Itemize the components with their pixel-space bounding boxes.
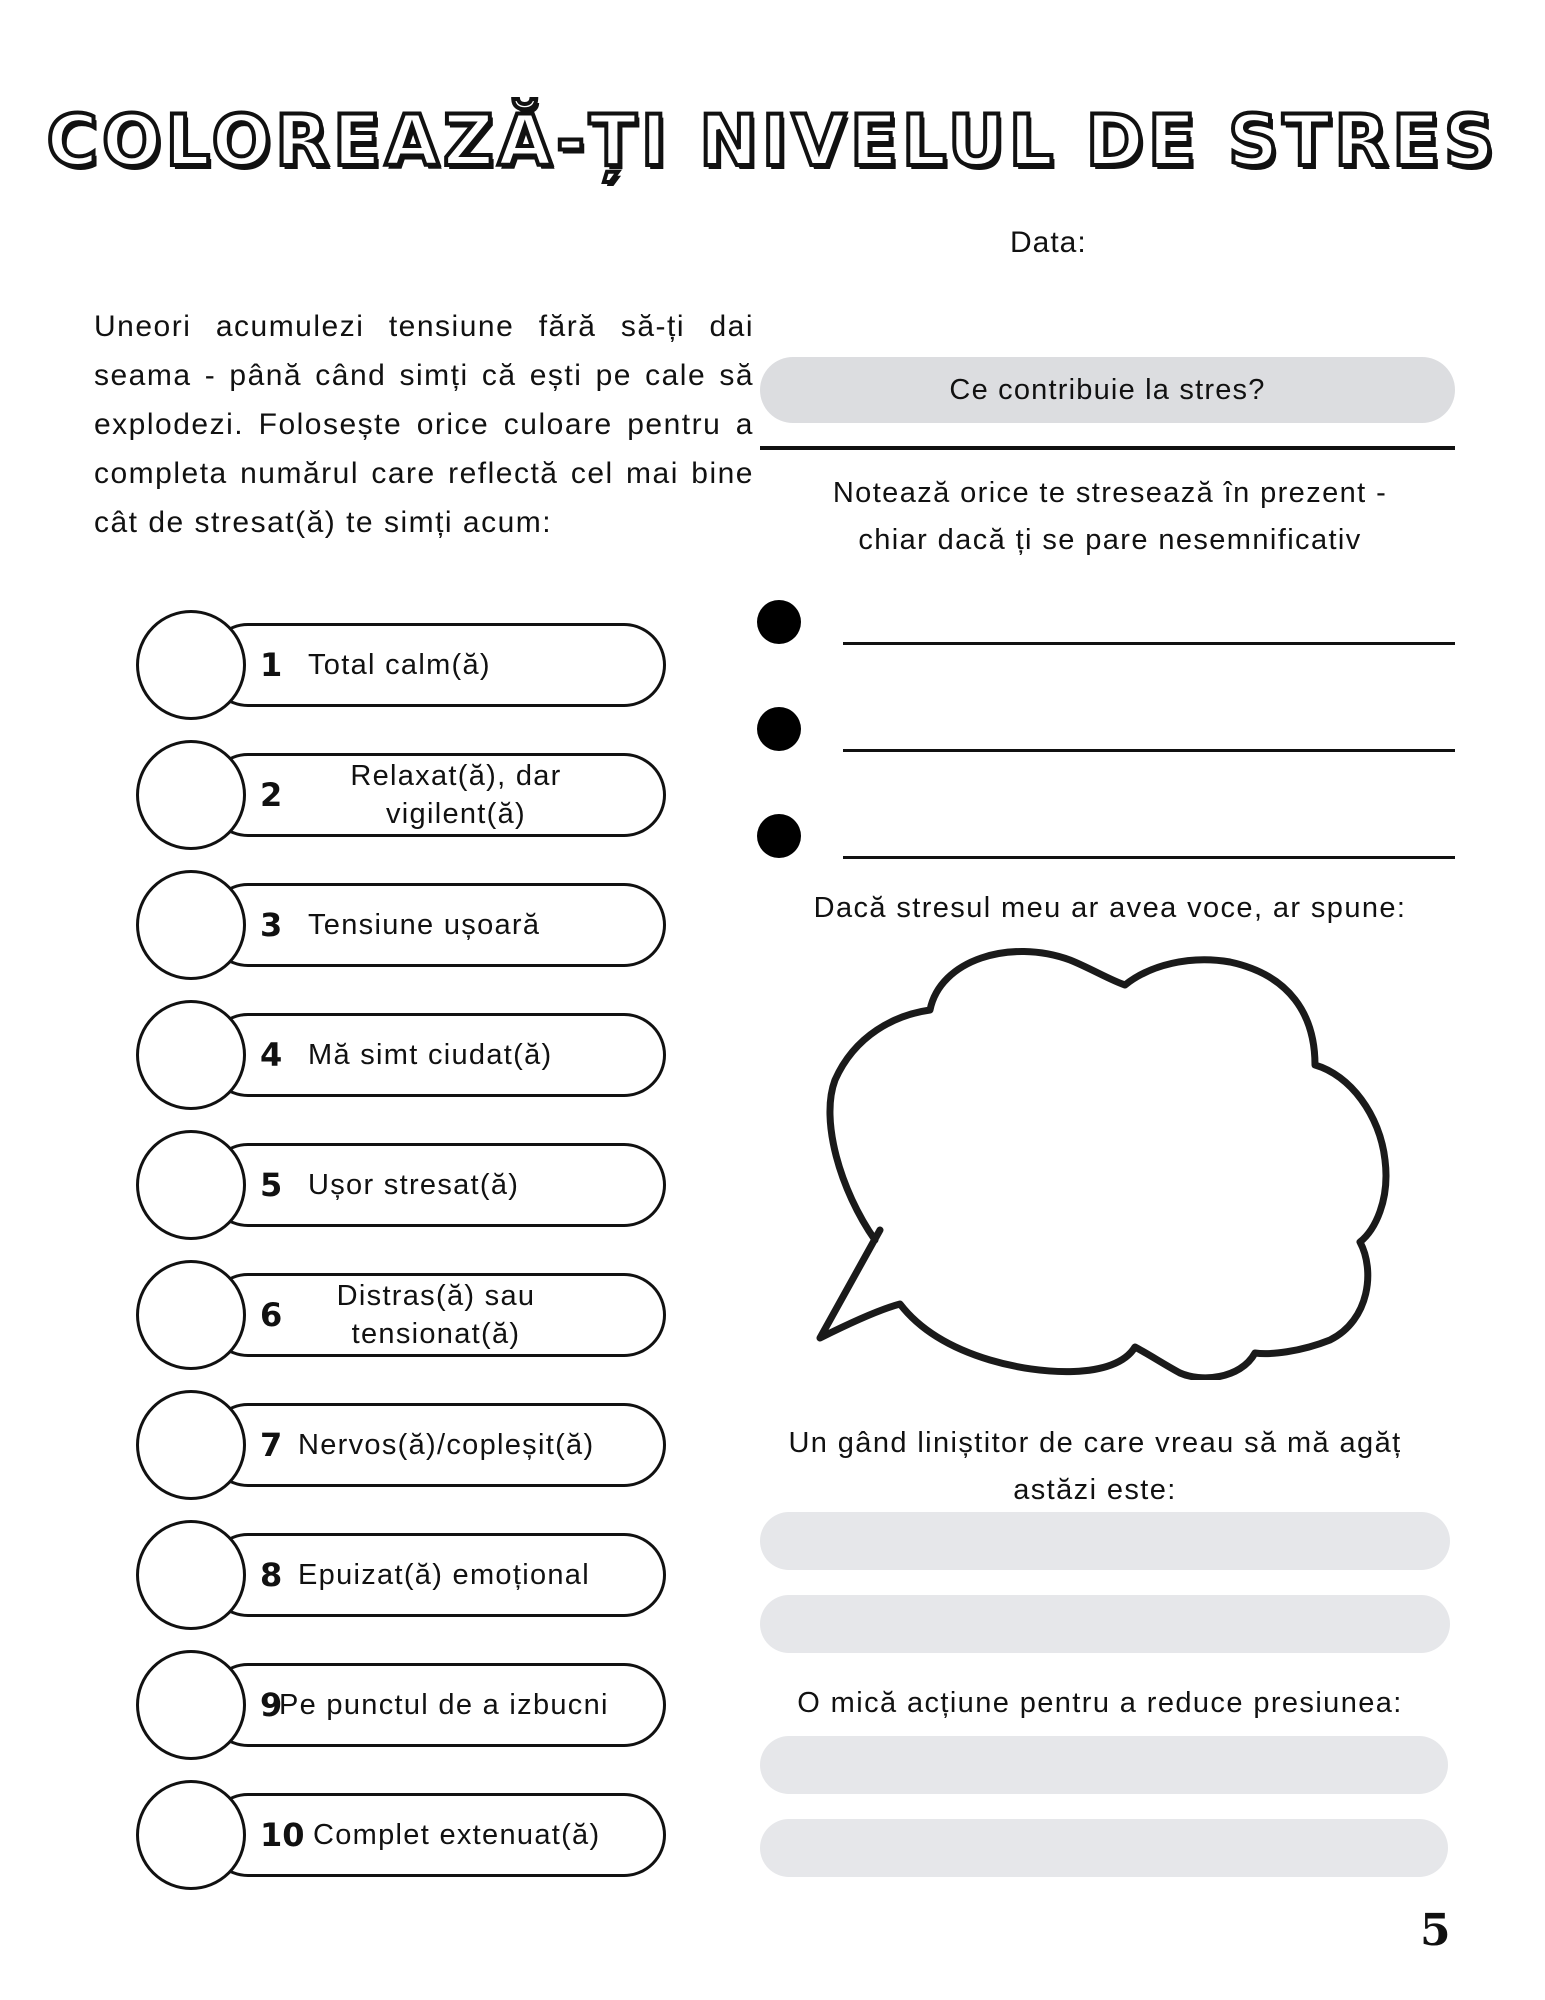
- scale-item-4[interactable]: [136, 1000, 676, 1110]
- scale-number: 8: [260, 1556, 283, 1594]
- calming-thought-field-2[interactable]: [760, 1595, 1450, 1653]
- scale-item-5[interactable]: [136, 1130, 676, 1240]
- scale-label: Complet extenuat(ă): [313, 1819, 601, 1851]
- scale-number: 9: [260, 1686, 283, 1724]
- color-circle[interactable]: [136, 1390, 246, 1500]
- voice-prompt: Dacă stresul meu ar avea voce, ar spune:: [813, 892, 1407, 924]
- color-circle[interactable]: [136, 610, 246, 720]
- scale-item-9[interactable]: [136, 1650, 676, 1760]
- scale-item-7[interactable]: [136, 1390, 676, 1500]
- color-circle[interactable]: [136, 1520, 246, 1630]
- color-circle[interactable]: [136, 1000, 246, 1110]
- page-number: 5: [1420, 1905, 1451, 1956]
- small-action-field-2[interactable]: [760, 1819, 1448, 1877]
- scale-item-10[interactable]: [136, 1780, 676, 1890]
- speech-bubble-icon[interactable]: [780, 940, 1440, 1380]
- color-circle[interactable]: [136, 1650, 246, 1760]
- color-circle[interactable]: [136, 1780, 246, 1890]
- scale-label: Relaxat(ă), dar vigilent(ă): [350, 760, 562, 830]
- bullet-icon: [757, 814, 801, 858]
- contributors-prompt-line2: chiar dacă ți se pare nesemnificativ: [858, 524, 1362, 556]
- scale-item-8[interactable]: [136, 1520, 676, 1630]
- small-action-field-1[interactable]: [760, 1736, 1448, 1794]
- scale-number: 5: [260, 1166, 283, 1204]
- scale-number: 1: [260, 646, 283, 684]
- scale-number: 2: [260, 776, 283, 814]
- date-label: Data:: [1010, 226, 1087, 259]
- calming-thought-prompt-line1: Un gând liniștitor de care vreau să mă agăț: [788, 1427, 1402, 1459]
- scale-number: 3: [260, 906, 283, 944]
- scale-label: Total calm(ă): [308, 649, 491, 681]
- contributors-heading: Ce contribuie la stres?: [760, 357, 1455, 423]
- scale-label: Ușor stresat(ă): [308, 1169, 520, 1201]
- color-circle[interactable]: [136, 1130, 246, 1240]
- scale-label: Mă simt ciudat(ă): [308, 1039, 553, 1071]
- stressor-line-3[interactable]: [843, 856, 1455, 859]
- scale-item-6[interactable]: [136, 1260, 676, 1370]
- color-circle[interactable]: [136, 870, 246, 980]
- page-title: COLOREAZĂ-ȚI NIVELUL DE STRES: [46, 100, 1499, 182]
- scale-label: Tensiune ușoară: [308, 909, 541, 941]
- scale-label: Pe punctul de a izbucni: [279, 1689, 609, 1721]
- color-circle[interactable]: [136, 740, 246, 850]
- scale-number: 4: [260, 1036, 283, 1074]
- calming-thought-prompt-line2: astăzi este:: [1013, 1474, 1177, 1506]
- scale-label: Nervos(ă)/copleșit(ă): [298, 1429, 595, 1461]
- scale-label: Epuizat(ă) emoțional: [298, 1559, 590, 1591]
- stressor-line-1[interactable]: [843, 642, 1455, 645]
- intro-paragraph: Uneori acumulezi tensiune fără să-ți dai seama - până când simți că ești pe cale să explodezi. Folosește orice culoare pentru a completa numărul care reflectă cel mai bine cât de stresat(ă) te simți acum:: [94, 310, 754, 539]
- color-circle[interactable]: [136, 1260, 246, 1370]
- scale-label: Distras(ă) sau tensionat(ă): [336, 1280, 536, 1350]
- divider: [760, 446, 1455, 450]
- scale-item-1[interactable]: [136, 610, 676, 720]
- contributors-prompt-line1: Notează orice te stresează în prezent -: [832, 477, 1388, 509]
- small-action-prompt: O mică acțiune pentru a reduce presiunea:: [797, 1687, 1403, 1719]
- calming-thought-field-1[interactable]: [760, 1512, 1450, 1570]
- bullet-icon: [757, 600, 801, 644]
- scale-item-3[interactable]: [136, 870, 676, 980]
- bullet-icon: [757, 707, 801, 751]
- scale-number: 10: [260, 1816, 305, 1854]
- stressor-line-2[interactable]: [843, 749, 1455, 752]
- scale-number: 7: [260, 1426, 283, 1464]
- scale-number: 6: [260, 1296, 283, 1334]
- scale-item-2[interactable]: [136, 740, 676, 850]
